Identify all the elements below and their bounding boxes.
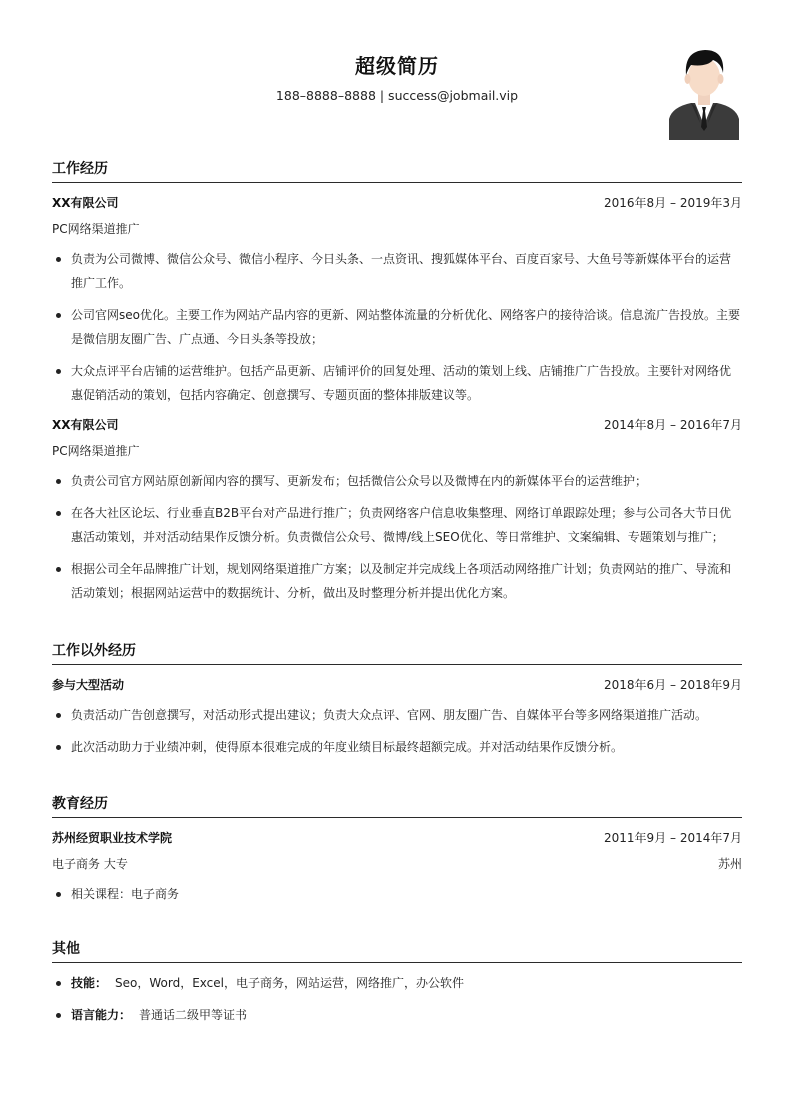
list-item xyxy=(52,882,742,906)
bullet-list xyxy=(52,971,742,1027)
bullet-text: 此次活动助力于业绩冲刺，使得原本很难完成的年度业绩目标最终超额完成。并对活动结果作反馈分析。 xyxy=(71,740,624,754)
entry-header xyxy=(52,193,742,213)
bullet-text: 在各大社区论坛、行业垂直B2B平台对产品进行推广；负责网络客户信息收集整理、网络订单跟踪处理；参与公司各大节日优惠活动策划，并对活动结果作反馈分析。负责微信公众号、微博/线上SEO优化、等日常维护、文案编辑、专题策划与推广； xyxy=(71,506,732,544)
date-range: 2018年6月 – 2018年9月 xyxy=(604,678,742,692)
work-entry-2 xyxy=(52,415,742,605)
job-role: PC网络渠道推广 xyxy=(52,222,140,236)
location: 苏州 xyxy=(717,857,742,871)
resume-header xyxy=(0,0,794,150)
major-degree: 电子商务 大专 xyxy=(52,857,128,871)
bullet-text: 负责为公司微博、微信公众号、微信小程序、今日头条、一点资讯、搜狐媒体平台、百度百家号、大鱼号等新媒体平台的运营推广工作。 xyxy=(71,252,732,290)
list-item xyxy=(52,1003,742,1027)
bullet-list xyxy=(52,469,742,605)
skills-value: Seo，Word，Excel，电子商务，网站运营，网络推广，办公软件 xyxy=(115,976,464,990)
section-education xyxy=(52,793,742,906)
entry-header xyxy=(52,415,742,435)
language-label: 语言能力： xyxy=(71,1008,132,1022)
bullet-icon xyxy=(56,369,61,374)
list-item xyxy=(52,247,742,295)
outside-entry-1 xyxy=(52,675,742,759)
school-name: 苏州经贸职业技术学院 xyxy=(52,831,173,845)
bullet-icon xyxy=(56,713,61,718)
list-item xyxy=(52,359,742,407)
list-item xyxy=(52,469,742,493)
date-range: 2014年8月 – 2016年7月 xyxy=(604,418,742,432)
list-item xyxy=(52,735,742,759)
company-name: XX有限公司 xyxy=(52,418,119,432)
job-role: PC网络渠道推广 xyxy=(52,444,140,458)
date-range: 2011年9月 – 2014年7月 xyxy=(604,831,742,845)
date-range: 2016年8月 – 2019年3月 xyxy=(604,196,742,210)
resume-name: 超级简历 xyxy=(355,54,439,78)
contact-info: 188–8888–8888 | success@jobmail.vip xyxy=(275,88,519,103)
company-name: XX有限公司 xyxy=(52,196,119,210)
section-title-education: 教育经历 xyxy=(52,796,108,812)
section-title-other: 其他 xyxy=(52,941,80,957)
bullet-list xyxy=(52,247,742,407)
bullet-icon xyxy=(56,511,61,516)
list-item xyxy=(52,703,742,727)
skills-label: 技能： xyxy=(71,976,108,990)
bullet-text: 负责活动广告创意撰写，对活动形式提出建议；负责大众点评、官网、朋友圈广告、自媒体平台等多网络渠道推广活动。 xyxy=(71,708,708,722)
bullet-icon xyxy=(56,257,61,262)
section-divider xyxy=(52,182,742,183)
section-divider xyxy=(52,962,742,963)
work-entry-1 xyxy=(52,193,742,407)
avatar xyxy=(669,45,739,140)
section-divider xyxy=(52,664,742,665)
section-outside xyxy=(52,640,742,759)
bullet-icon xyxy=(56,313,61,318)
entry-header xyxy=(52,675,742,695)
entry-header xyxy=(52,828,742,848)
bullet-text: 根据公司全年品牌推广计划，规划网络渠道推广方案；以及制定并完成线上各项活动网络推广计划；负责网站的推广、导流和活动策划；根据网站运营中的数据统计、分析，做出及时整理分析并提出优化方案。 xyxy=(71,562,732,600)
bullet-text: 公司官网seo优化。主要工作为网站产品内容的更新、网站整体流量的分析优化、网络客户的接待洽谈。信息流广告投放。主要是微信朋友圈广告、广点通、今日头条等投放； xyxy=(71,308,740,346)
bullet-icon xyxy=(56,1013,61,1018)
bullet-text: 相关课程：电子商务 xyxy=(71,887,180,901)
list-item xyxy=(52,501,742,549)
section-other xyxy=(52,938,742,1027)
bullet-text: 大众点评平台店铺的运营维护。包括产品更新、店铺评价的回复处理、活动的策划上线、店铺推广广告投放。主要针对网络优惠促销活动的策划，包括内容确定、创意撰写、专题页面的整体排版建议等。 xyxy=(71,364,732,402)
bullet-icon xyxy=(56,981,61,986)
list-item xyxy=(52,557,742,605)
section-divider xyxy=(52,817,742,818)
language-value: 普通话二级甲等证书 xyxy=(139,1008,248,1022)
bullet-icon xyxy=(56,567,61,572)
bullet-icon xyxy=(56,745,61,750)
bullet-icon xyxy=(56,892,61,897)
bullet-icon xyxy=(56,479,61,484)
education-detail-row xyxy=(52,854,742,874)
education-entry-1 xyxy=(52,828,742,906)
section-title-outside: 工作以外经历 xyxy=(52,643,136,659)
list-item xyxy=(52,971,742,995)
bullet-list xyxy=(52,882,742,906)
activity-name: 参与大型活动 xyxy=(52,678,125,692)
bullet-text: 负责公司官方网站原创新闻内容的撰写、更新发布；包括微信公众号以及微博在内的新媒体平台的运营维护； xyxy=(71,474,648,488)
list-item xyxy=(52,303,742,351)
bullet-list xyxy=(52,703,742,759)
section-work xyxy=(52,158,742,605)
section-title-work: 工作经历 xyxy=(52,161,108,177)
